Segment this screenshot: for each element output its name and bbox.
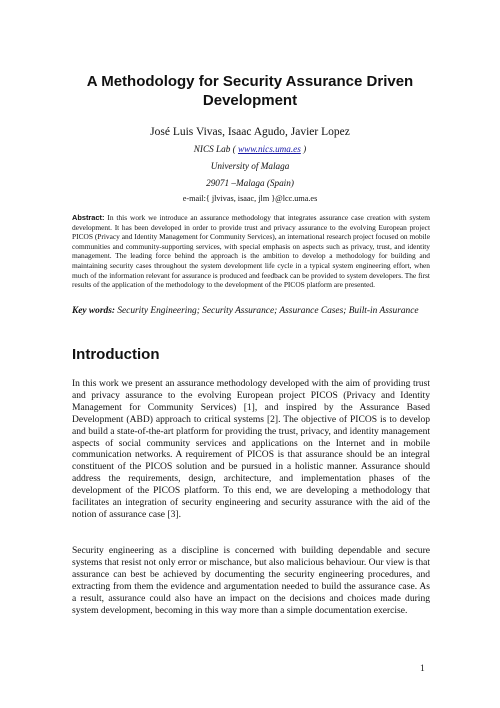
keywords-label: Key words:: [72, 306, 115, 316]
body-paragraph-1: In this work we present an assurance methodology developed with the aim of providing trust and privacy assurance to the evolving European project PICOS (Privacy and Identity Management for Community Services) [1], and inspired by the Assurance Based Development (ABD) approach to critical systems [2]. The objective of PICOS is to develop and build a state-of-the-art platform for providing the trust, privacy, and identity management aspects of social community services and applications on the Internet and in mobile communication networks. A requirement of PICOS is that assurance should be an integral constituent of the PICOS solution and be pursued in a holistic manner. Assurance should address the requirements, design, architecture, and implementation phases of the development of the PICOS platform. To this end, we are developing a methodology that facilitates an integration of security engineering and security assurance with the aid of the notion of assurance case [3].: [72, 378, 430, 520]
author-list: José Luis Vivas, Isaac Agudo, Javier Lopez: [150, 126, 350, 138]
section-heading-introduction: Introduction: [72, 346, 160, 363]
lab-website-link[interactable]: www.nics.uma.es: [237, 144, 301, 154]
affiliation-address: 29071 –Malaga (Spain): [206, 178, 294, 188]
abstract-text: In this work we introduce an assurance methodology that integrates assurance case creation with system development. It has been developed in order to provide trust and privacy assurance to the evolving European project PICOS (Privacy and Identity Management for Community Services), an international research project focused on mobile communities and community-supporting services, with special emphasis on aspects such as privacy, trust, and identity management. The leading force behind the approach is the ambition to develop a methodology for building and maintaining security cases throughout the system development life cycle in a typical system engineering effort, when much of the information relevant for assurance is produced and feedback can be provided to system developers. The first results of the application of the methodology to the development of the PICOS platform are presented.: [72, 213, 430, 290]
abstract: [72, 213, 430, 290]
page-number: 1: [420, 664, 425, 674]
affiliation-lab-suffix: ): [300, 144, 307, 154]
affiliation-university: University of Malaga: [210, 161, 290, 171]
keywords-text: Security Engineering; Security Assurance; Assurance Cases; Built-in Assurance: [114, 306, 419, 316]
affiliation-lab: [60, 143, 440, 155]
abstract-label: Abstract:: [72, 213, 105, 222]
affiliation-lab-prefix: NICS Lab (: [193, 144, 238, 154]
paper-title: A Methodology for Security Assurance Driven Development: [86, 73, 414, 109]
keywords: [72, 305, 430, 317]
author-email: e-mail:{ jlvivas, isaac, jlm }@lcc.uma.es: [182, 194, 318, 203]
body-paragraph-2: Security engineering as a discipline is concerned with building dependable and secure systems that resist not only error or mischance, but also malicious behaviour. Our view is that assurance can best be achieved by documenting the security engineering procedures, and extracting from them the evidence and argumentation needed to build the assurance case. As a result, assurance could also have an impact on the decisions and choices made during system development, becoming in this way more than a simple documentation exercise.: [72, 545, 430, 616]
